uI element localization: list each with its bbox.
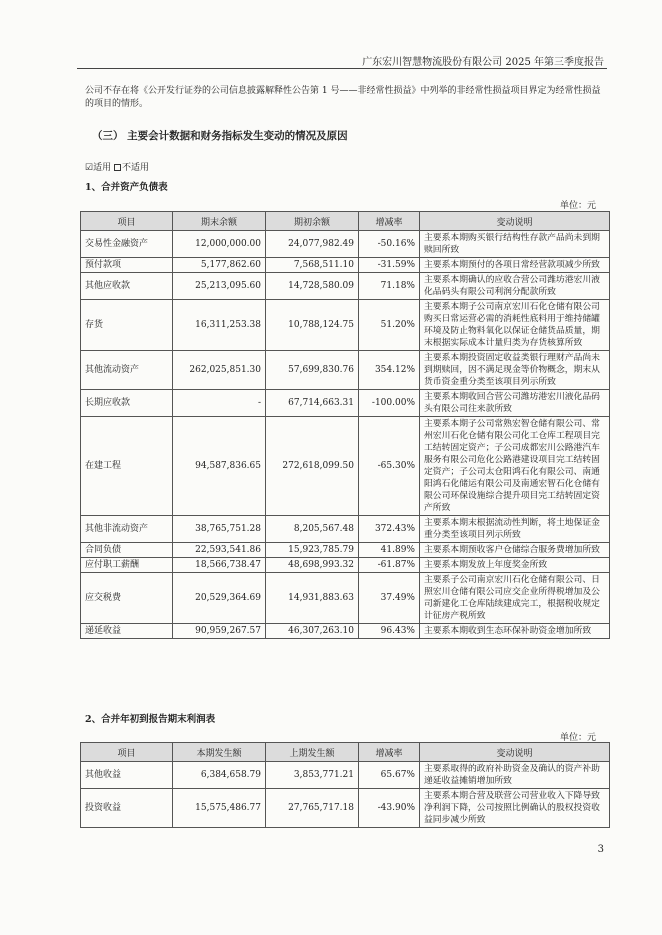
column-header: 本期发生额 (173, 743, 266, 762)
row-change-note: 主要系取得的政府补助资金及确认的资产补助递延收益摊销增加所致 (420, 762, 610, 789)
row-change-rate: 51.20% (359, 300, 420, 351)
row-item-name: 交易性金融资产 (81, 231, 173, 258)
row-begin-value: 8,205,567.48 (266, 516, 359, 543)
intro-paragraph: 公司不存在将《公开发行证券的公司信息披露解释性公告第 1 号——非经常性损益》中列举的非经常性损益项目界定为经常性损益的项目的情形。 (85, 86, 601, 109)
row-begin-value: 3,853,771.21 (266, 762, 359, 789)
income-statement-title: 2、合并年初到报告期末利润表 (85, 714, 216, 725)
row-item-name: 应交税费 (81, 573, 173, 624)
row-item-name: 递延收益 (81, 624, 173, 639)
table-row (81, 624, 610, 639)
row-change-note: 主要系本期购买银行结构性存款产品尚未到期赎回所致 (420, 231, 610, 258)
table-row (81, 258, 610, 273)
row-change-note: 主要系本期收到生态环保补助资金增加所致 (420, 624, 610, 639)
row-change-rate: 37.49% (359, 573, 420, 624)
row-change-rate: -61.87% (359, 558, 420, 573)
table-row (81, 351, 610, 390)
income-statement-table (80, 742, 610, 828)
column-header: 期初余额 (266, 212, 359, 231)
row-change-note: 主要系本期末根据流动性判断，将土地保证金重分类至该项目列示所致 (420, 516, 610, 543)
column-header: 项目 (81, 743, 173, 762)
row-change-note: 主要系本期预付的各项日常经营款项减少所致 (420, 258, 610, 273)
row-begin-value: 14,931,883.63 (266, 573, 359, 624)
table-row (81, 273, 610, 300)
unchecked-checkbox-icon (114, 164, 121, 171)
row-change-rate: -50.16% (359, 231, 420, 258)
row-change-note: 主要系本期合营及联营公司营业收入下降导致净利润下降，公司按照比例确认的股权投资收益同步减少所致 (420, 789, 610, 828)
not-applicable-label: 不适用 (121, 163, 149, 173)
table-row (81, 390, 610, 417)
column-header: 上期发生额 (266, 743, 359, 762)
row-change-rate: 65.67% (359, 762, 420, 789)
row-change-note: 主要系本期发放上年度奖金所致 (420, 558, 610, 573)
table-row (81, 300, 610, 351)
row-end-value: - (173, 390, 266, 417)
row-end-value: 6,384,658.79 (173, 762, 266, 789)
table-header-row (81, 212, 610, 231)
balance-sheet-table (80, 211, 610, 639)
row-change-note: 主要系本期投资固定收益类银行理财产品尚未到期赎回，因不满足现金等价物概念，期末从货币资金重分类至该项目列示所致 (420, 351, 610, 390)
row-change-note: 主要系本期收回合营公司潍坊港宏川液化品码头有限公司往来款所致 (420, 390, 610, 417)
row-change-rate: 41.89% (359, 543, 420, 558)
row-begin-value: 14,728,580.09 (266, 273, 359, 300)
row-end-value: 38,765,751.28 (173, 516, 266, 543)
row-end-value: 20,529,364.69 (173, 573, 266, 624)
row-end-value: 94,587,836.65 (173, 417, 266, 516)
section-title: （三） 主要会计数据和财务指标发生变动的情况及原因 (92, 130, 348, 142)
page-number: 3 (597, 844, 604, 855)
table-row (81, 558, 610, 573)
row-change-rate: -31.59% (359, 258, 420, 273)
table-row (81, 516, 610, 543)
column-header: 增减率 (359, 212, 420, 231)
row-change-note: 主要系本期子公司南京宏川石化仓储有限公司购买日常运营必需的消耗性底料用于维持储罐环境及防止物料氧化以保证仓储货品质量，期末根据实际成本计量归类为存货核算所致 (420, 300, 610, 351)
row-item-name: 合同负债 (81, 543, 173, 558)
table-row (81, 231, 610, 258)
table-row (81, 762, 610, 789)
row-item-name: 其他应收款 (81, 273, 173, 300)
row-begin-value: 7,568,511.10 (266, 258, 359, 273)
row-item-name: 在建工程 (81, 417, 173, 516)
row-end-value: 5,177,862.60 (173, 258, 266, 273)
balance-sheet-unit: 单位：元 (559, 201, 596, 211)
row-begin-value: 10,788,124.75 (266, 300, 359, 351)
row-item-name: 其他非流动资产 (81, 516, 173, 543)
column-header: 增减率 (359, 743, 420, 762)
row-begin-value: 24,077,982.49 (266, 231, 359, 258)
row-end-value: 15,575,486.77 (173, 789, 266, 828)
row-begin-value: 67,714,663.31 (266, 390, 359, 417)
row-change-note: 主要系本期子公司常熟宏智仓储有限公司、常州宏川石化仓储有限公司化工仓库工程项目完工结转固定资产；子公司成都宏川公路港汽车服务有限公司危化公路港建设项目完工结转固定资产；子公司太仓阳鸿石化有限公司、南通阳鸿石化储运有限公司及南通宏智石化仓储有限公司环保设施综合提升项目完工结转固定资产所致 (420, 417, 610, 516)
report-header-title: 广东宏川智慧物流股份有限公司 2025 年第三季度报告 (362, 57, 604, 68)
row-change-note: 主要系子公司南京宏川石化仓储有限公司、日照宏川仓储有限公司应交企业所得税增加及公司新建化工仓库陆续建成完工，根据税收规定计征房产税所致 (420, 573, 610, 624)
row-begin-value: 15,923,785.79 (266, 543, 359, 558)
row-item-name: 长期应收款 (81, 390, 173, 417)
checked-checkbox-icon: ☑ (85, 163, 94, 173)
header-divider (77, 68, 607, 69)
table-row (81, 417, 610, 516)
table-row (81, 789, 610, 828)
row-change-note: 主要系本期确认的应收合营公司潍坊港宏川液化品码头有限公司利润分配款所致 (420, 273, 610, 300)
table-row (81, 573, 610, 624)
row-end-value: 25,213,095.60 (173, 273, 266, 300)
column-header: 期末余额 (173, 212, 266, 231)
row-begin-value: 48,698,993.32 (266, 558, 359, 573)
row-begin-value: 272,618,099.50 (266, 417, 359, 516)
row-item-name: 投资收益 (81, 789, 173, 828)
row-item-name: 其他收益 (81, 762, 173, 789)
column-header: 项目 (81, 212, 173, 231)
row-item-name: 存货 (81, 300, 173, 351)
row-end-value: 18,566,738.47 (173, 558, 266, 573)
row-item-name: 其他流动资产 (81, 351, 173, 390)
row-item-name: 应付职工薪酬 (81, 558, 173, 573)
row-end-value: 90,959,267.57 (173, 624, 266, 639)
row-change-rate: 354.12% (359, 351, 420, 390)
row-change-rate: -43.90% (359, 789, 420, 828)
applicability-indicator (85, 160, 149, 173)
balance-sheet-title: 1、合并资产负债表 (85, 182, 168, 193)
row-end-value: 262,025,851.30 (173, 351, 266, 390)
row-begin-value: 46,307,263.10 (266, 624, 359, 639)
income-statement-unit: 单位：元 (559, 733, 596, 743)
column-header: 变动说明 (420, 212, 610, 231)
row-change-rate: -100.00% (359, 390, 420, 417)
row-change-rate: -65.30% (359, 417, 420, 516)
row-end-value: 16,311,253.38 (173, 300, 266, 351)
row-change-note: 主要系本期预收客户仓储综合服务费增加所致 (420, 543, 610, 558)
row-change-rate: 71.18% (359, 273, 420, 300)
applicable-label: 适用 (93, 163, 112, 173)
row-begin-value: 27,765,717.18 (266, 789, 359, 828)
table-header-row (81, 743, 610, 762)
row-change-rate: 372.43% (359, 516, 420, 543)
row-begin-value: 57,699,830.76 (266, 351, 359, 390)
row-change-rate: 96.43% (359, 624, 420, 639)
row-end-value: 22,593,541.86 (173, 543, 266, 558)
table-row (81, 543, 610, 558)
row-end-value: 12,000,000.00 (173, 231, 266, 258)
column-header: 变动说明 (420, 743, 610, 762)
row-item-name: 预付款项 (81, 258, 173, 273)
